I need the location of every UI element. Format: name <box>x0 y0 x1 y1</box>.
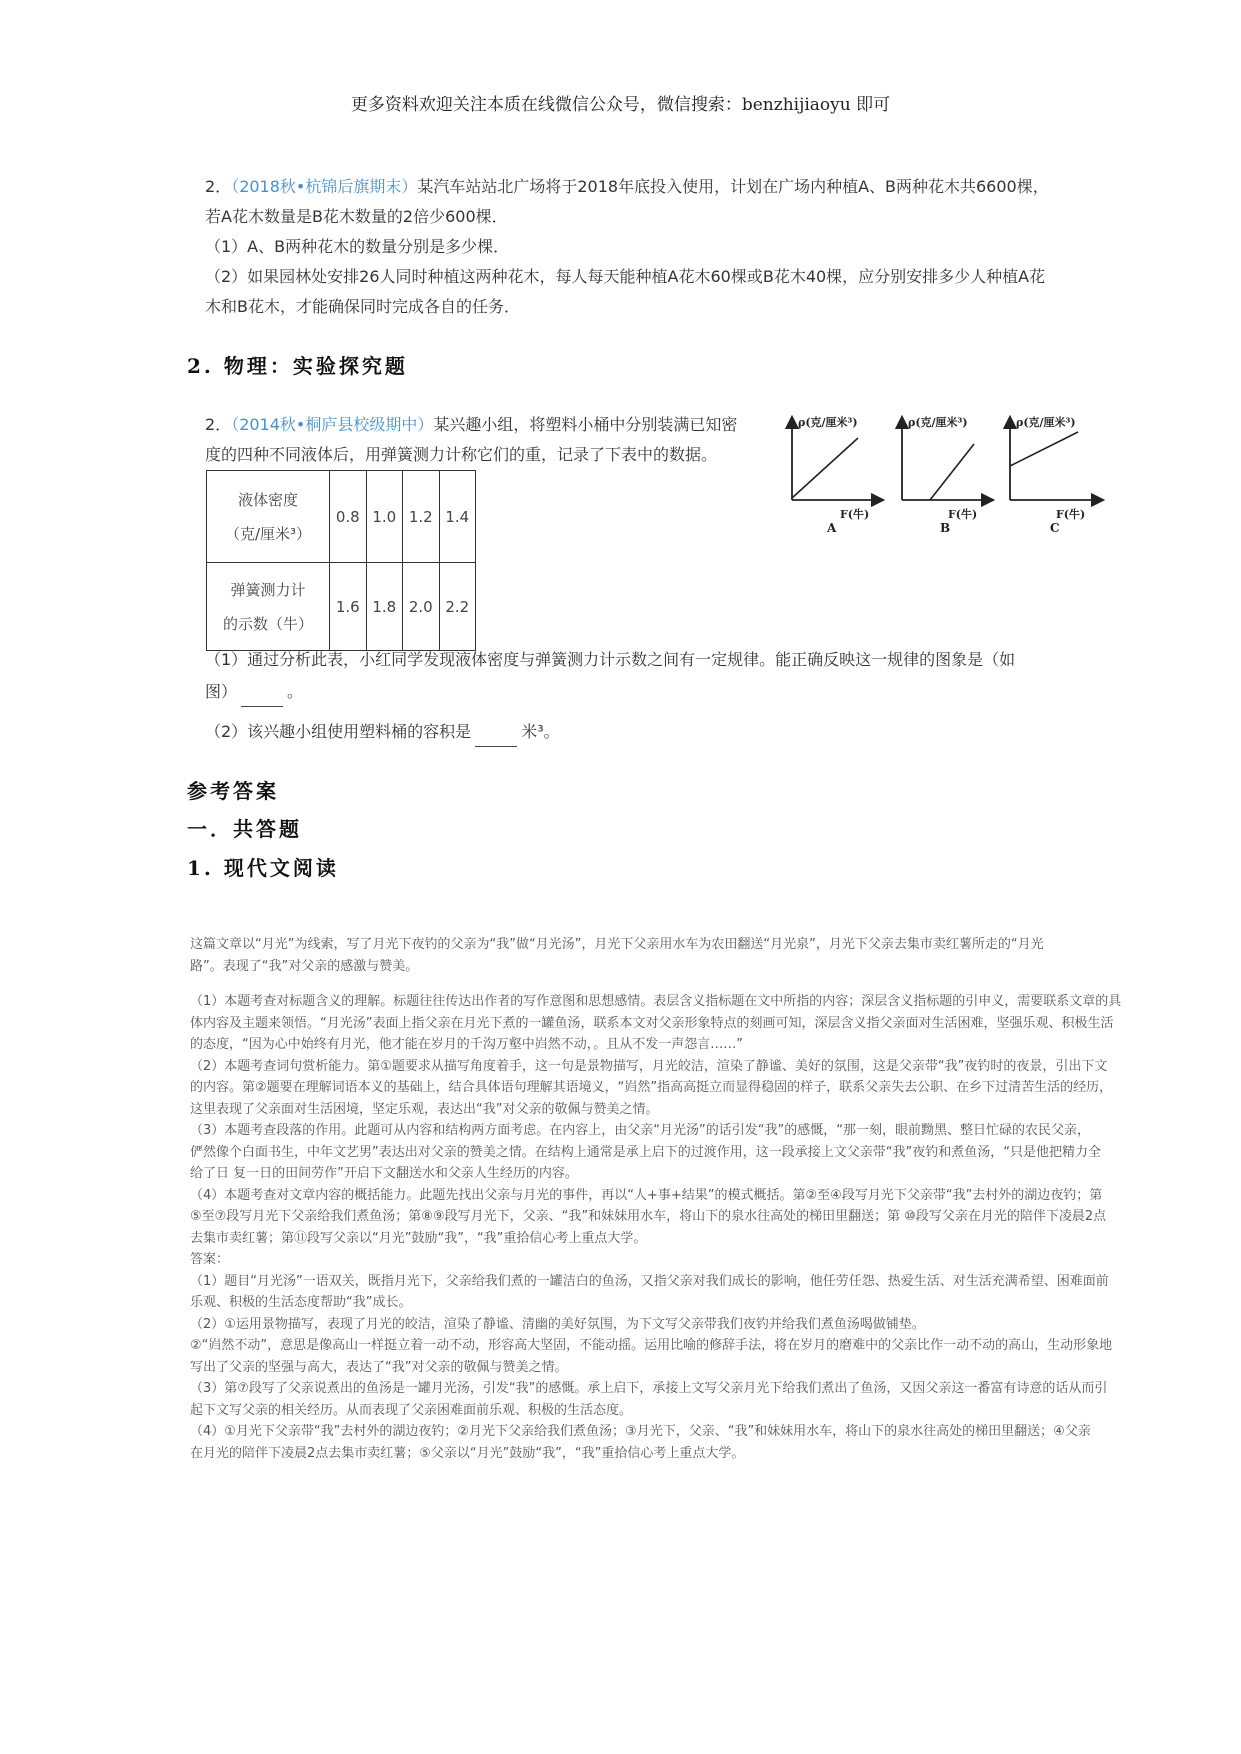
graph-b-line <box>930 444 974 500</box>
table-cell: 1.2 <box>403 471 440 563</box>
physics-question-line-1: 2．（2014秋•桐庐县校级期中）某兴趣小组，将塑料小桶中分别装满已知密 <box>205 415 738 434</box>
question-number: 2． <box>205 415 232 434</box>
physics-subquestion-1-cont: 图） 。 <box>205 677 1015 707</box>
answer-intro: 这篇文章以“月光”为线索，写了月光下夜钓的父亲为“我”做“月光汤”，月光下父亲用水车为农田翻送“月光泉”，月光下父亲去集市卖红薯所走的“月光 路”。表现了“我”对父亲的感激与赞美。 <box>190 937 1044 974</box>
table-header-cell: 弹簧测力计 的示数（牛） <box>207 563 330 651</box>
physics-subquestion-1: （1）通过分析此表，小红同学发现液体密度与弹簧测力计示数之间有一定规律。能正确反映这一规律的图象是（如 <box>205 650 1016 669</box>
graph-a-y-label: ρ(克/厘米³) <box>798 416 858 429</box>
table-cell: 1.8 <box>366 563 403 651</box>
table-cell: 1.6 <box>330 563 367 651</box>
question-number: 2． <box>205 177 232 196</box>
math-question-part-1: （1）A、B两种花木的数量分别是多少棵． <box>205 237 510 256</box>
graph-a-line <box>792 438 858 498</box>
answer-analysis: （1）本题考查对标题含义的理解。标题往往传达出作者的写作意图和思想感情。表层含义指标题在文中所指的内容；深层含义指标题的引申义，需要联系文章的具 体内容及主题来领悟。“月光汤”表面上指父亲在月光下煮的一罐鱼汤，联系本文对父亲形象特点的刻画可知，深层含义指父亲面对生活困难，坚强乐观、积极生活 的态度，“因为心中始终有月光，他才能在岁月的千沟万壑中岿然不动，。且从不发一声怨言……” （2）本题考查词句赏析能力。第①题要求从描写角度着手，这一句是景物描写，月光皎洁，渲染了静谧、美好的氛围，这是父亲带“我”夜钓时的夜景，引出下文 的内容。第②题要在理解词语本义的基础上，结合具体语句理解其语境义，“岿然”指高高挺立而显得稳固的样子，联系父亲失去公职、在乡下过清苦生活的经历， 这里表现了父亲面对生活困境，坚定乐观，表达出“我”对父亲的敬佩与赞美之情。 （3）本题考查段落的作用。此题可从内容和结构两方面考虑。在内容上，由父亲“月光汤”的话引发“我”的感慨，“那一刻，眼前黝黑、整日忙碌的农民父亲， 俨然像个白面书生，中年文艺男”表达出对父亲的赞美之情。在结构上通常是承上启下的过渡作用，这一段承接上文父亲带“我”夜钓和煮鱼汤，“只是他把精力全 给了日 复一日的田间劳作”开启下文翻送水和父亲人生经历的内容。 （4）本题考查对文章内容的概括能力。此题先找出父亲与月光的事件，再以“人+事+结果”的模式概括。第②至④段写月光下父亲带“我”去村外的湖边夜钓；第 ⑤至⑦段写月光下父亲给我们煮鱼汤；第⑧⑨段写月光下，父亲、“我”和妹妹用水车，将山下的泉水往高处的梯田里翻送；第 ⑩段写父亲在月光的陪伴下凌晨2点 去集市卖红薯；第⑪段写父亲以“月光”鼓励“我”，“我”重拾信心考上重点大学。 答案： （1）题目“月光汤”一语双关，既指月光下，父亲给我们煮的一罐洁白的鱼汤，又指父亲对我们成长的影响，他任劳任怨、热爱生活、对生活充满希望、困难面前 乐观、积极的生活态度帮助“我”成长。 （2）①运用景物描写，表现了月光的皎洁，渲染了静谧、清幽的美好氛围，为下文写父亲带我们夜钓并给我们煮鱼汤喝做铺垫。 ②“岿然不动”，意思是像高山一样挺立着一动不动，形容高大坚固，不能动摇。运用比喻的修辞手法，将在岁月的磨难中的父亲比作一动不动的高山，生动形象地 写出了父亲的坚强与高大，表达了“我”对父亲的敬佩与赞美之情。 （3）第⑦段写了父亲说煮出的鱼汤是一罐月光汤，引发“我”的感慨。承上启下，承接上文写父亲月光下给我们煮出了鱼汤，又因父亲这一番富有诗意的话从而引 起下文写父亲的相关经历。从而表现了父亲困难面前乐观、积极的生活态度。 （4）①月光下父亲带“我”去村外的湖边夜钓；②月光下父亲给我们煮鱼汤；③月光下，父亲、“我”和妹妹用水车，将山下的泉水往高处的梯田里翻送；④父亲 在月光的陪伴下凌晨2点去集市卖红薯；⑤父亲以“月光”鼓励“我”，“我”重拾信心考上重点大学。 <box>190 994 1122 1461</box>
table-row <box>207 471 476 563</box>
table-cell: 0.8 <box>330 471 367 563</box>
graph-b[interactable] <box>902 415 988 535</box>
answers-title: 参考答案 <box>187 779 279 803</box>
math-question-part-2: （2）如果园林处安排26人同时种植这两种花木，每人每天能种植A花木60棵或B花木40棵，应分别安排多少人种植A花 <box>205 267 1046 286</box>
physics-question <box>205 410 737 470</box>
math-question-line-2: 若A花木数量是B花木数量的2倍少600棵． <box>205 207 508 226</box>
graph-a-x-label: F(牛) <box>840 508 870 521</box>
graph-c-y-label: ρ(克/厘米³) <box>1016 416 1076 429</box>
graph-c-line <box>1010 432 1078 466</box>
graph-a-label: A <box>827 521 837 535</box>
table-cell: 1.4 <box>439 471 476 563</box>
table-cell: 2.0 <box>403 563 440 651</box>
table-cell: 2.2 <box>439 563 476 651</box>
graph-c-label: C <box>1050 521 1060 535</box>
graph-a[interactable] <box>792 415 878 535</box>
table-cell: 1.0 <box>366 471 403 563</box>
math-question-part-2-cont: 木和B花木，才能确保同时完成各自的任务． <box>205 297 520 316</box>
answer-body <box>190 934 1220 1464</box>
graph-c[interactable] <box>1010 415 1098 535</box>
answers-part-heading: 一．共答题 <box>187 817 302 841</box>
question-source-link[interactable]: （2018秋•杭锦后旗期末） <box>231 177 418 196</box>
graph-b-y-label: ρ(克/厘米³) <box>908 416 968 429</box>
physics-subquestion-2: （2）该兴趣小组使用塑料桶的容积是 米³。 <box>205 717 1015 747</box>
question-source-link[interactable]: （2014秋•桐庐县校级期中） <box>231 415 434 434</box>
table-header-cell: 液体密度 （克/厘米³） <box>207 471 330 563</box>
answers-item-heading: 1. 现代文阅读 <box>187 856 339 880</box>
density-table <box>206 470 476 651</box>
header-note: 更多资料欢迎关注本质在线微信公众号，微信搜索：benzhijiaoyu 即可 <box>350 95 891 115</box>
answer-blank[interactable] <box>475 730 517 747</box>
physics-subquestions <box>205 645 1015 747</box>
graphs-svg <box>780 410 1120 540</box>
table-row <box>207 563 476 651</box>
physics-question-line-2: 度的四种不同液体后，用弹簧测力计称它们的重，记录了下表中的数据。 <box>205 445 718 464</box>
physics-section-title: 2. 物理：实验探究题 <box>187 354 408 378</box>
math-question <box>205 172 1049 322</box>
graph-c-x-label: F(牛) <box>1056 508 1086 521</box>
graph-b-label: B <box>940 521 951 535</box>
math-question-line-1: 2．（2018秋•杭锦后旗期末）某汽车站站北广场将于2018年底投入使用，计划在广场内种植A、B两种花木共6600棵， <box>205 177 1049 196</box>
graph-b-x-label: F(牛) <box>948 508 978 521</box>
answer-option-graphs <box>780 410 1120 540</box>
answer-blank[interactable] <box>241 690 283 707</box>
